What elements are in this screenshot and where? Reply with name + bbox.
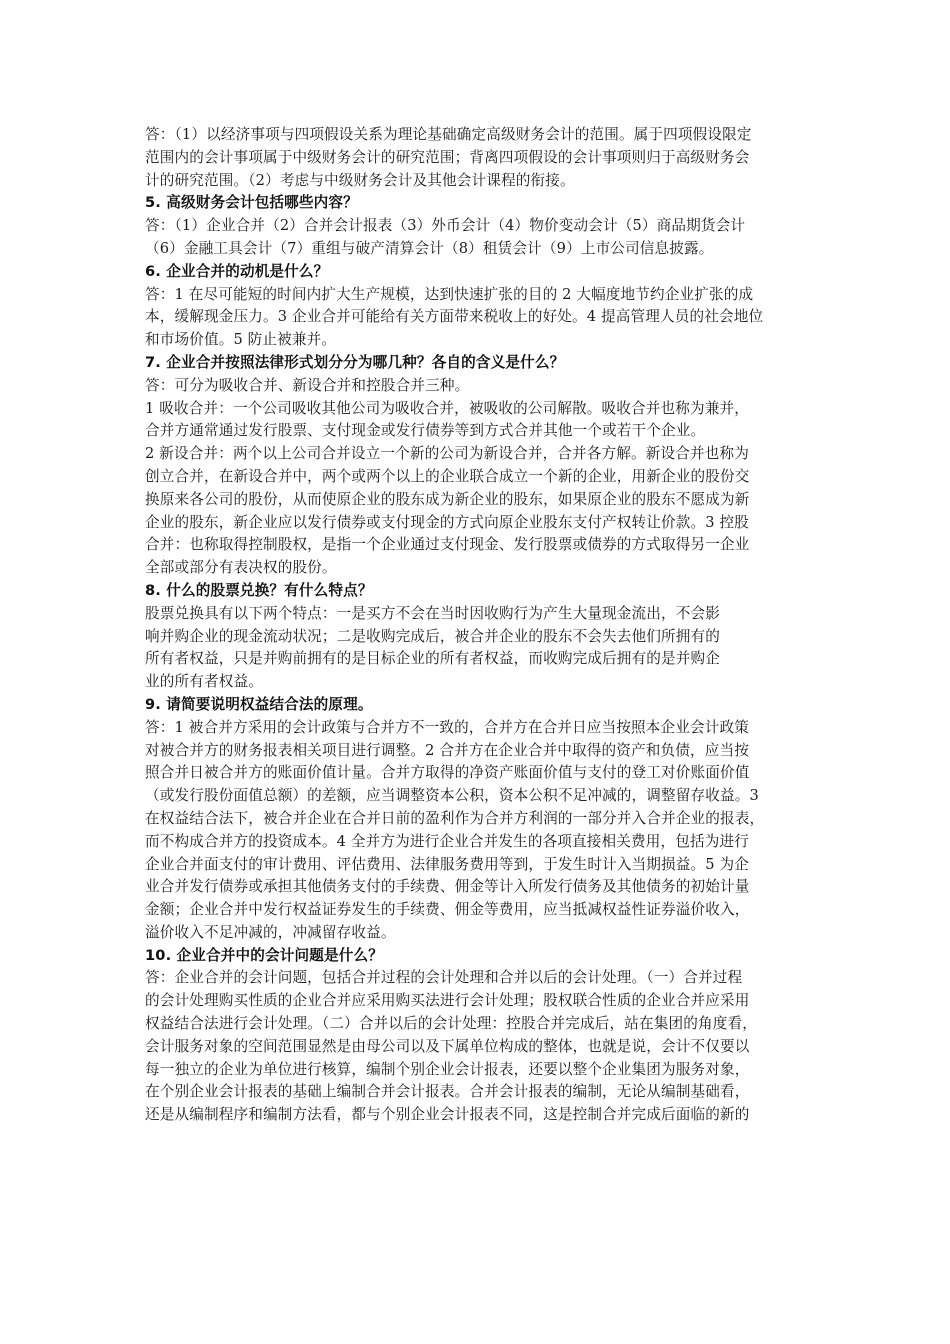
text-line: 股票兑换具有以下两个特点：一是买方不会在当时因收购行为产生大量现金流出，不会影 xyxy=(145,604,721,622)
text-line: 创立合并，在新设合并中，两个或两个以上的企业联合成立一个新的企业，用新企业的股份交 xyxy=(145,467,750,485)
text-line: 答：1 在尽可能短的时间内扩大生产规模，达到快速扩张的目的 2 大幅度地节约企业扩张的成 xyxy=(145,285,754,303)
text-line: （6）金融工具会计（7）重组与破产清算会计（8）租赁会计（9）上市公司信息披露。 xyxy=(145,239,714,257)
question-heading: 6. 企业合并的动机是什么？ xyxy=(145,262,329,280)
text-line: 合并方通常通过发行股票、支付现金或发行债券等到方式合并其他一个或若干个企业。 xyxy=(145,422,706,440)
text-line: 业的所有者权益。 xyxy=(145,673,263,691)
document-page xyxy=(145,124,807,1127)
question-heading: 10. 企业合并中的会计问题是什么？ xyxy=(145,946,383,964)
text-line: 会计服务对象的空间范围显然是由母公司以及下属单位构成的整体，也就是说，会计不仅要以 xyxy=(145,1037,750,1055)
text-line: 答：（1）企业合并（2）合并会计报表（3）外币会计（4）物价变动会计（5）商品期货会计 xyxy=(145,217,746,235)
text-line: 企业合并面支付的审计费用、评估费用、法律服务费用等到，于发生时计入当期损益。5 为企 xyxy=(145,855,749,873)
text-line: 在个别企业会计报表的基础上编制合并会计报表。合并会计报表的编制，无论从编制基础看， xyxy=(145,1083,750,1101)
text-line: 响并购企业的现金流动状况；二是收购完成后，被合并企业的股东不会失去他们所拥有的 xyxy=(145,627,721,645)
text-line: 和市场价值。5 防止被兼并。 xyxy=(145,331,337,349)
text-line: 企业的股东，新企业应以发行债券或支付现金的方式向原企业股东支付产权转让价款。3 控股 xyxy=(145,513,749,531)
text-line: 本，缓解现金压力。3 企业合并可能给有关方面带来税收上的好处。4 提高管理人员的社会地位 xyxy=(145,308,764,326)
text-line: 对被合并方的财务报表相关项目进行调整。2 合并方在企业合并中取得的资产和负债，应当按 xyxy=(145,741,749,759)
text-line: 金额；企业合并中发行权益证券发生的手续费、佣金等费用，应当抵减权益性证券溢价收入， xyxy=(145,901,750,919)
text-line: 还是从编制程序和编制方法看，都与个别企业会计报表不同，这是控制合并完成后面临的新的 xyxy=(145,1106,750,1124)
text-line: 答：（1）以经济事项与四项假设关系为理论基础确定高级财务会计的范围。属于四项假设限定 xyxy=(145,126,752,143)
text-line: 全部或部分有表决权的股份。 xyxy=(145,559,337,577)
text-line: 而不构成合并方的投资成本。4 全并方为进行企业合并发生的各项直接相关费用，包括为进行 xyxy=(145,832,749,850)
text-line: 权益结合法进行会计处理。（二）合并以后的会计处理：控股合并完成后，站在集团的角度看， xyxy=(145,1015,757,1033)
question-heading: 8. 什么的股票兑换？有什么特点？ xyxy=(145,581,373,599)
text-line: 所有者权益，只是并购前拥有的是目标企业的所有者权益，而收购完成后拥有的是并购企 xyxy=(145,650,721,668)
text-line: 1 吸收合并：一个公司吸收其他公司为吸收合并，被吸收的公司解散。吸收合并也称为兼并， xyxy=(145,399,749,417)
text-line: 答：可分为吸收合并、新设合并和控股合并三种。 xyxy=(145,376,470,394)
question-heading: 7. 企业合并按照法律形式划分分为哪几种？各自的含义是什么？ xyxy=(145,353,565,371)
text-line: 的会计处理购买性质的企业合并应采用购买法进行会计处理；股权联合性质的企业合并应采用 xyxy=(145,992,750,1010)
question-heading: 5. 高级财务会计包括哪些内容？ xyxy=(145,194,358,212)
text-line: 计的研究范围。（2）考虑与中级财务会计及其他会计课程的衔接。 xyxy=(145,171,575,189)
text-line: 在权益结合法下，被合并企业在合并日前的盈利作为合并方利润的一部分并入合并企业的报表， xyxy=(145,809,765,827)
text-line: （或发行股份面值总额）的差额，应当调整资本公积，资本公积不足冲减的，调整留存收益。3 xyxy=(145,787,759,805)
text-line: 照合并日被合并方的账面价值计量。合并方取得的净资产账面价值与支付的登工对价账面价值 xyxy=(145,764,750,782)
text-line: 答：1 被合并方采用的会计政策与合并方不一致的，合并方在合并日应当按照本企业会计政策 xyxy=(145,718,749,736)
text-line: 溢价收入不足冲减的，冲减留存收益。 xyxy=(145,923,396,941)
text-line: 每一独立的企业为单位进行核算，编制个别企业会计报表，还要以整个企业集团为服务对象， xyxy=(145,1060,750,1078)
text-line: 答：企业合并的会计问题，包括合并过程的会计处理和合并以后的会计处理。（一）合并过程 xyxy=(145,969,743,987)
question-heading: 9. 请简要说明权益结合法的原理。 xyxy=(145,695,373,713)
text-line: 合并：也称取得控制股权，是指一个企业通过支付现金、发行股票或债券的方式取得另一企业 xyxy=(145,536,750,554)
text-line: 2 新设合并：两个以上公司合并设立一个新的公司为新设合并，合并各方解。新设合并也称为 xyxy=(145,445,749,463)
text-line: 范围内的会计事项属于中级财务会计的研究范围；背离四项假设的会计事项则归于高级财务会 xyxy=(145,148,750,166)
text-line: 业合并发行债券或承担其他债务支付的手续费、佣金等计入所发行债务及其他债务的初始计量 xyxy=(145,878,750,896)
text-line: 换原来各公司的股份，从而使原企业的股东成为新企业的股东，如果原企业的股东不愿成为新 xyxy=(145,490,750,508)
